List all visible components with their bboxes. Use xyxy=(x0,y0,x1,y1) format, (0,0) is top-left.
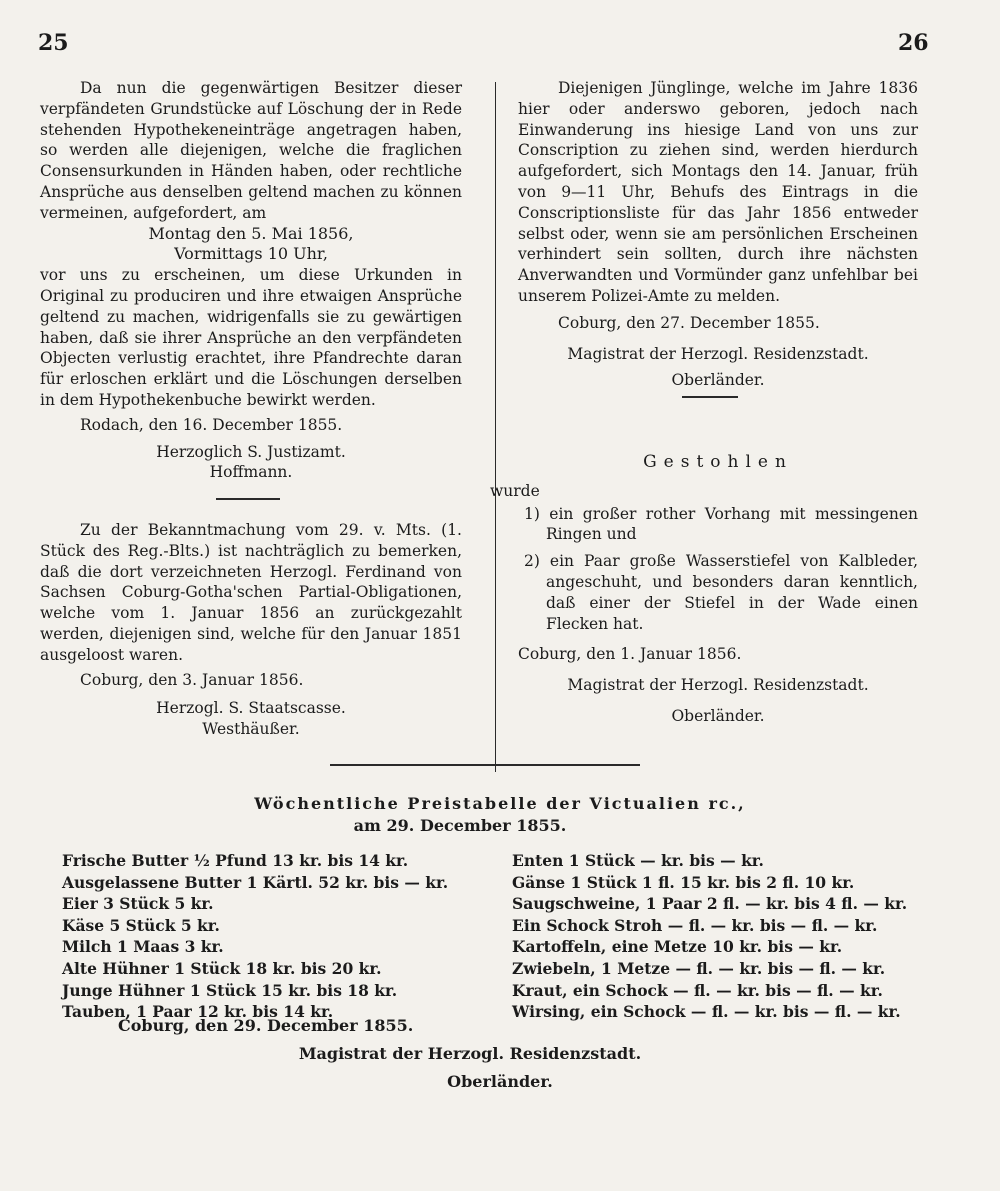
price-row: Käse 5 Stück 5 kr. xyxy=(62,915,220,935)
price-row: Zwiebeln, 1 Metze — fl. — kr. bis — fl. — kr. xyxy=(512,958,886,978)
notice-gestohlen xyxy=(490,452,918,727)
page-number-right: 26 xyxy=(898,30,929,56)
notice-staatscasse xyxy=(40,520,462,740)
price-row: Wirsing, ein Schock — fl. — kr. bis — fl. — kr. xyxy=(512,1002,901,1022)
price-table-title: Wöchentliche Preistabelle der Victualien rc., xyxy=(254,794,746,813)
price-table-place-date: Coburg, den 29. December 1855. xyxy=(118,1016,414,1035)
notice-rodach-para2: vor uns zu erscheinen, um diese Urkunden in Original zu produciren und ihre etwaigen Ansprüche geltend zu machen, widrigenfalls sie zu gewärtigen haben, daß sie ihrer Ansprüche an den verpfändeten Objecten verlustig erachtet, ihre Pfandrechte daran für erloschen erklärt und die Löschungen derselben in dem Hypothekenbuche bewirkt werden. xyxy=(40,266,462,409)
notice-rodach-authority: Herzoglich S. Justizamt. xyxy=(156,442,346,461)
separator-rule-right xyxy=(682,396,738,398)
notice-rodach-para1: Da nun die gegenwärtigen Besitzer dieser verpfändeten Grundstücke auf Löschung der in Rede stehenden Hypothekeneinträge angetragen haben, so werden alle diejenigen, welche die fraglichen Consensurkunden in Händen haben, oder rechtliche Ansprüche aus denselben geltend machen zu können vermeinen, aufgefordert, am xyxy=(40,79,462,222)
notice-rodach-place-date: Rodach, den 16. December 1855. xyxy=(80,415,343,434)
notice-gestohlen-wurde: wurde xyxy=(490,481,540,500)
price-row: Tauben, 1 Paar 12 kr. bis 14 kr. xyxy=(62,1002,334,1022)
price-row: Eier 3 Stück 5 kr. xyxy=(62,894,214,914)
price-row: Enten 1 Stück — kr. bis — kr. xyxy=(512,851,764,870)
notice-gestohlen-place-date: Coburg, den 1. Januar 1856. xyxy=(518,645,742,664)
price-table-authority: Magistrat der Herzogl. Residenzstadt. xyxy=(298,1044,642,1063)
separator-rule-left xyxy=(216,498,280,500)
price-row: Alte Hühner 1 Stück 18 kr. bis 20 kr. xyxy=(62,958,382,978)
notice-conscription xyxy=(518,78,918,391)
notice-rodach-signature: Hoffmann. xyxy=(209,463,293,482)
price-table-right-list xyxy=(512,850,932,1023)
price-row: Milch 1 Maas 3 kr. xyxy=(62,937,224,957)
notice-staatscasse-signature: Westhäußer. xyxy=(202,720,300,739)
notice-conscription-place-date: Coburg, den 27. December 1855. xyxy=(558,313,820,332)
notice-rodach-date-line1: Montag den 5. Mai 1856, xyxy=(148,223,354,243)
notice-rodach-date-line2: Vormittags 10 Uhr, xyxy=(174,244,328,264)
notice-staatscasse-para: Zu der Bekanntmachung vom 29. v. Mts. (1. Stück des Reg.-Blts.) ist nachträglich zu bemerken, daß die dort verzeichneten Herzogl. Ferdinand von Sachsen Coburg-Gotha'schen Partial-Obligationen, welche vom 1. Januar 1856 an zurückgezahlt werden, diejenigen sind, welche für den Januar 1851 ausgeloost waren. xyxy=(40,521,462,664)
price-row: Ein Schock Stroh — fl. — kr. bis — fl. — kr. xyxy=(512,915,878,935)
notice-conscription-para: Diejenigen Jünglinge, welche im Jahre 1836 hier oder anderswo geboren, jedoch nach Einwanderung ins hiesige Land von uns zur Conscription zu ziehen sind, werden hierdurch aufgefordert, sich Montags den 14. Januar, früh von 9—11 Uhr, Behufs des Eintrags in die Conscriptionsliste für das Jahr 1856 entweder selbst oder, wenn sie am persönlichen Erscheinen verhindert sein sollten, durch ihre nächsten Anverwandten und Vormünder ganz unfehlbar bei unserem Polizei-Amte zu melden. xyxy=(518,79,918,305)
price-table-left-list xyxy=(62,850,482,1023)
price-row: Ausgelassene Butter 1 Kärtl. 52 kr. bis — kr. xyxy=(62,872,449,892)
notice-staatscasse-place-date: Coburg, den 3. Januar 1856. xyxy=(80,670,304,689)
price-row: Frische Butter ½ Pfund 13 kr. bis 14 kr. xyxy=(62,851,409,870)
notice-conscription-authority: Magistrat der Herzogl. Residenzstadt. xyxy=(567,344,869,363)
price-row: Gänse 1 Stück 1 fl. 15 kr. bis 2 fl. 10 kr. xyxy=(512,872,855,892)
notice-gestohlen-signature: Oberländer. xyxy=(671,706,765,725)
price-row: Junge Hühner 1 Stück 15 kr. bis 18 kr. xyxy=(62,980,398,1000)
notice-gestohlen-authority: Magistrat der Herzogl. Residenzstadt. xyxy=(567,676,869,695)
notice-conscription-signature: Oberländer. xyxy=(671,371,765,390)
notice-gestohlen-item2: 2) ein Paar große Wasserstiefel von Kalbleder, angeschuht, und besonders daran kenntlich, daß einer der Stiefel in der Wade einen Flecken hat. xyxy=(524,552,918,633)
price-row: Saugschweine, 1 Paar 2 fl. — kr. bis 4 fl. — kr. xyxy=(512,894,908,914)
price-row: Kartoffeln, eine Metze 10 kr. bis — kr. xyxy=(512,937,843,957)
price-table-top-rule xyxy=(330,764,640,766)
page-number-left: 25 xyxy=(38,30,69,56)
notice-gestohlen-heading: Gestohlen xyxy=(643,452,793,472)
column-divider xyxy=(495,82,496,772)
price-row: Kraut, ein Schock — fl. — kr. bis — fl. — kr. xyxy=(512,980,883,1000)
price-table-date: am 29. December 1855. xyxy=(353,816,567,835)
price-table-signature: Oberländer. xyxy=(447,1072,553,1091)
notice-gestohlen-item1: 1) ein großer rother Vorhang mit messingenen Ringen und xyxy=(524,504,918,544)
notice-rodach xyxy=(40,78,462,483)
notice-staatscasse-authority: Herzogl. S. Staatscasse. xyxy=(156,699,346,718)
